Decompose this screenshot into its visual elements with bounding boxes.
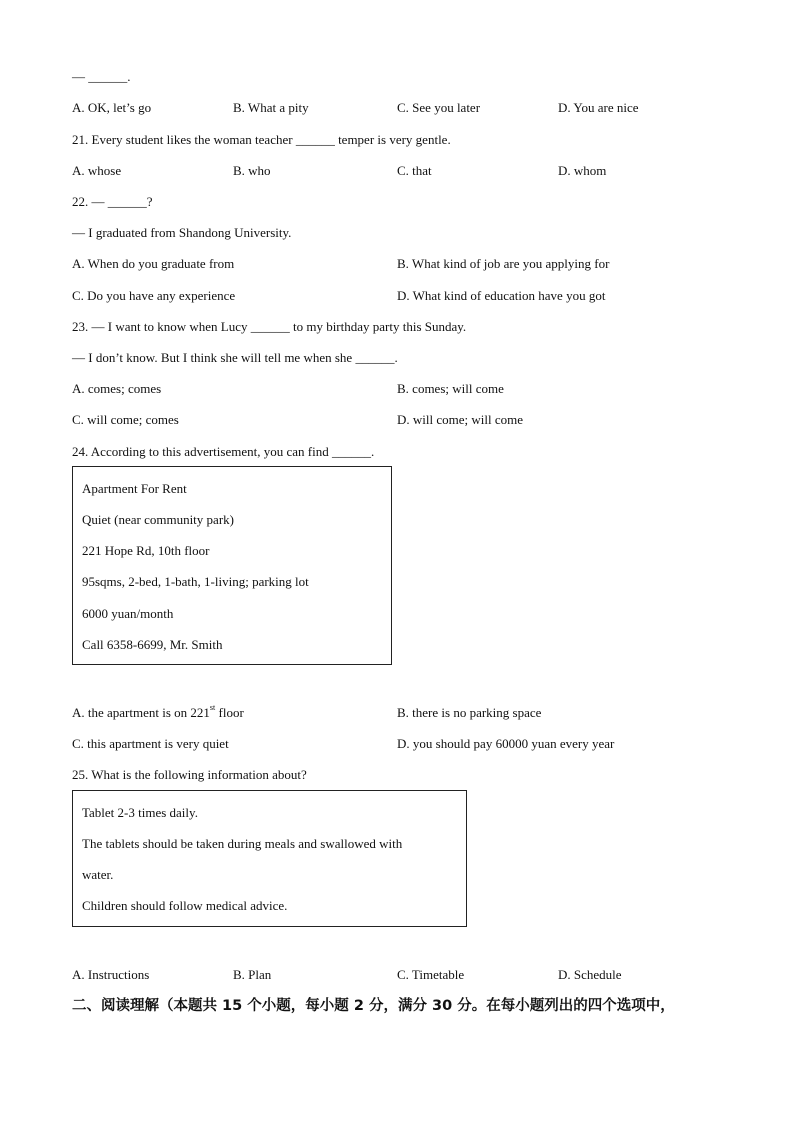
q23-option-c[interactable]: C. will come; comes [72,412,179,427]
q24-option-a-tail: floor [215,705,244,720]
q20-option-b[interactable]: B. What a pity [233,100,309,115]
notice-line: The tablets should be taken during meals and swallowed with [82,836,403,851]
q20-option-c[interactable]: C. See you later [397,100,481,115]
advertisement-box [72,466,392,665]
instructions-box [72,790,467,927]
ordinal-suffix: st [209,703,216,712]
q23-stem: 23. — I want to know when Lucy ______ to my birthday party this Sunday. [72,319,467,334]
q22-option-b[interactable]: B. What kind of job are you applying for [397,256,610,271]
q21-stem: 21. Every student likes the woman teacher ______ temper is very gentle. [72,132,451,147]
q24-stem: 24. According to this advertisement, you can find ______. [72,444,375,459]
q23-option-a[interactable]: A. comes; comes [72,381,162,396]
ad-line: 221 Hope Rd, 10th floor [82,543,210,558]
q23-option-d[interactable]: D. will come; will come [397,412,524,427]
q25-option-c[interactable]: C. Timetable [397,967,465,982]
q24-option-a[interactable] [72,705,244,721]
q22-stem: 22. — ______? [72,194,153,209]
q23-reply: — I don’t know. But I think she will tell me when she ______. [72,350,398,365]
q24-option-a-text: A. the apartment is on 221 [72,705,210,720]
q22-option-d[interactable]: D. What kind of education have you got [397,288,606,303]
ad-line: 6000 yuan/month [82,606,174,621]
ad-line: Apartment For Rent [82,481,187,496]
q24-option-c[interactable]: C. this apartment is very quiet [72,736,229,751]
notice-line: Children should follow medical advice. [82,898,288,913]
q25-option-d[interactable]: D. Schedule [558,967,622,982]
notice-line: water. [82,867,114,882]
q24-option-b[interactable]: B. there is no parking space [397,705,542,720]
q25-stem: 25. What is the following information about? [72,767,307,782]
ad-line: 95sqms, 2-bed, 1-bath, 1-living; parking lot [82,574,309,589]
ad-line: Quiet (near community park) [82,512,234,527]
q21-option-a[interactable]: A. whose [72,163,122,178]
q22-option-a[interactable]: A. When do you graduate from [72,256,235,271]
q20-option-d[interactable]: D. You are nice [558,100,639,115]
q25-option-b[interactable]: B. Plan [233,967,272,982]
q23-option-b[interactable]: B. comes; will come [397,381,504,396]
q20-option-a[interactable]: A. OK, let’s go [72,100,152,115]
q21-option-d[interactable]: D. whom [558,163,607,178]
q22-reply: — I graduated from Shandong University. [72,225,292,240]
q22-option-c[interactable]: C. Do you have any experience [72,288,236,303]
q24-option-d[interactable]: D. you should pay 60000 yuan every year [397,736,615,751]
section-heading: 二、阅读理解（本题共 15 个小题，每小题 2 分，满分 30 分。在每小题列出的四个选项中， [72,998,675,1014]
ad-line: Call 6358-6699, Mr. Smith [82,637,223,652]
q20-stem: — ______. [72,69,131,84]
notice-line: Tablet 2-3 times daily. [82,805,198,820]
q21-option-c[interactable]: C. that [397,163,432,178]
q25-option-a[interactable]: A. Instructions [72,967,150,982]
q21-option-b[interactable]: B. who [233,163,271,178]
